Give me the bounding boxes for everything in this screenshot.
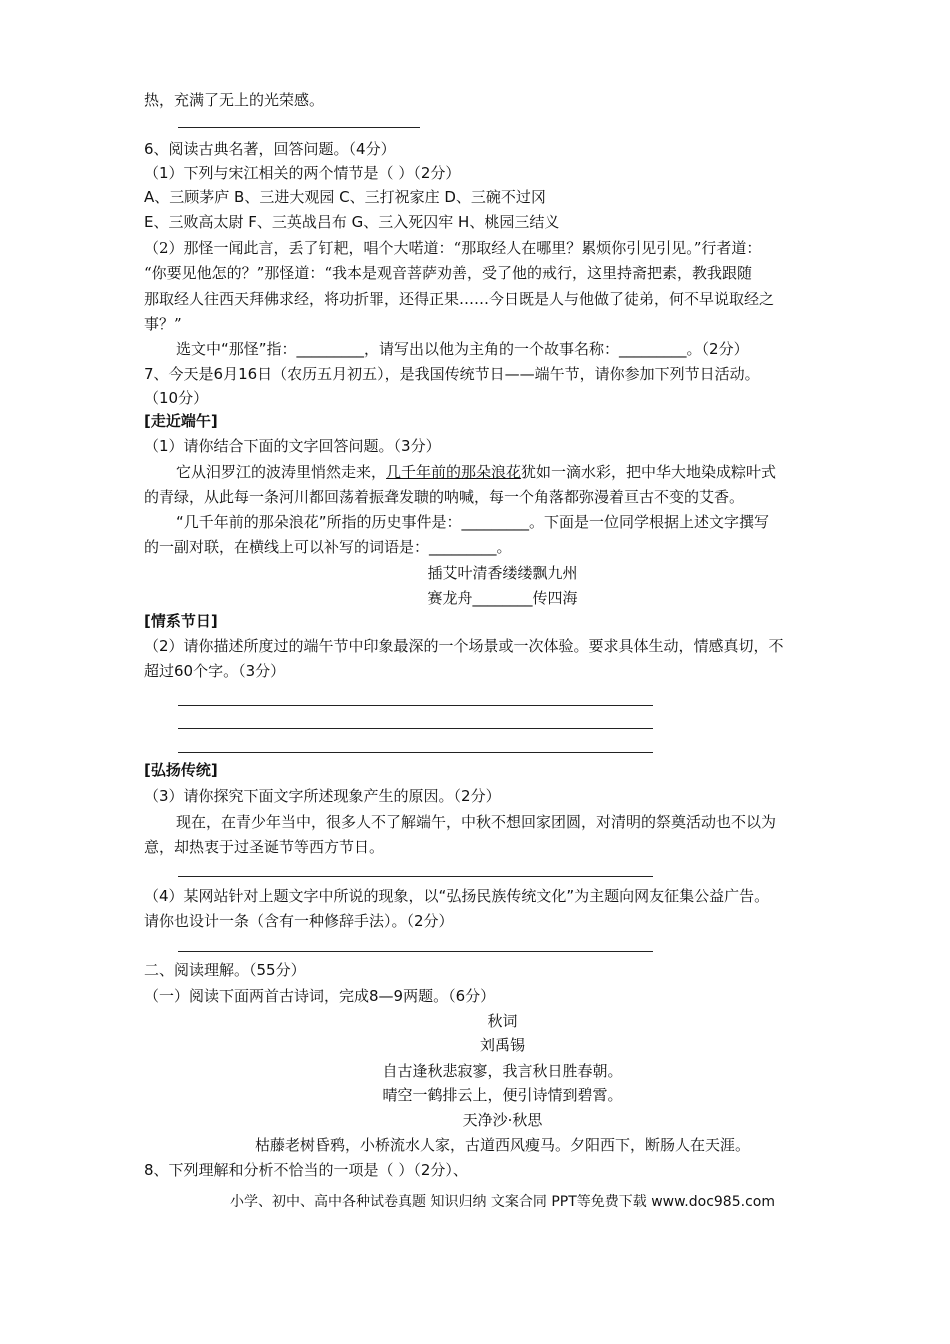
underlined-phrase: 几千年前的那朵浪花 (386, 463, 522, 481)
question-6-2-line: 那取经人往西天拜佛求经，将功折罪，还得正果……今日既是人与他做了徒弟，何不早说取经之 (144, 290, 775, 308)
passage-line (176, 462, 776, 482)
couplet-line: 插艾叶清香缕缕飘九州 (427, 564, 578, 582)
poem-line: 自古逢秋悲寂寥，我言秋日胜春朝。 (382, 1062, 623, 1080)
question-6-2-prompt: 选文中“那怪”指：_________，请写出以他为主角的一个故事名称：_________。（2分） (176, 340, 749, 358)
part-2-1-heading: （一）阅读下面两首古诗词，完成8—9两题。（6分） (144, 987, 496, 1005)
passage-line: “几千年前的那朵浪花”所指的历史事件是：_________。下面是一位同学根据上述文字撰写 (176, 513, 770, 531)
question-8: 8、下列理解和分析不恰当的一项是（ ）（2分）、 (144, 1161, 468, 1179)
question-7-3: （3）请你探究下面文字所述现象产生的原因。（2分） (144, 787, 501, 805)
text-line: 热，充满了无上的光荣感。 (144, 91, 325, 109)
answer-line (178, 728, 653, 729)
passage-line: 意，却热衷于过圣诞节等西方节日。 (144, 838, 385, 856)
poem-line: 晴空一鹤排云上，便引诗情到碧霄。 (382, 1086, 623, 1104)
question-6-options-1: A、三顾茅庐 B、三进大观园 C、三打祝家庄 D、三碗不过冈 (144, 188, 546, 206)
answer-line (178, 752, 653, 753)
question-7-2: （2）请你描述所度过的端午节中印象最深的一个场景或一次体验。要求具体生动，情感真切，不 (144, 637, 784, 655)
poem-title: 天净沙·秋思 (462, 1111, 543, 1129)
section-heading: [弘扬传统] (144, 761, 218, 779)
question-7-4: 请你也设计一条（含有一种修辞手法）。（2分） (144, 912, 454, 930)
section-heading: [情系节日] (144, 612, 218, 630)
passage-text: 它从汨罗江的波涛里悄然走来， (176, 463, 387, 481)
question-6-1: （1）下列与宋江相关的两个情节是（ ）（2分） (144, 164, 461, 182)
poem-author: 刘禹锡 (479, 1036, 525, 1054)
answer-line (178, 127, 420, 128)
poem-line: 枯藤老树昏鸦，小桥流水人家，古道西风瘦马。夕阳西下，断肠人在天涯。 (254, 1136, 750, 1154)
poem-title: 秋词 (487, 1012, 518, 1030)
question-7-2: 超过60个字。（3分） (144, 662, 286, 680)
answer-line (178, 876, 653, 877)
question-7-1: （1）请你结合下面的文字回答问题。（3分） (144, 437, 441, 455)
question-7-points: （10分） (144, 389, 209, 407)
question-6-2-line: “你要见他怎的？”那怪道：“我本是观音菩萨劝善，受了他的戒行，这里持斋把素，教我跟随 (144, 264, 753, 282)
question-7-heading: 7、今天是6月16日（农历五月初五），是我国传统节日——端午节，请你参加下列节日活动。 (144, 365, 760, 383)
question-7-4: （4）某网站针对上题文字中所说的现象，以“弘扬民族传统文化”为主题向网友征集公益广告。 (144, 887, 770, 905)
section-heading: [走近端午] (144, 412, 218, 430)
passage-line: 的青绿，从此每一条河川都回荡着振聋发聩的呐喊，每一个角落都弥漫着亘古不变的艾香。 (144, 488, 745, 506)
couplet-line: 赛龙舟________传四海 (427, 589, 578, 607)
page-footer: 小学、初中、高中各种试卷真题 知识归纳 文案合同 PPT等免费下载 www.doc985.com (230, 1194, 775, 1210)
passage-line: 现在，在青少年当中，很多人不了解端午，中秋不想回家团圆，对清明的祭奠活动也不以为 (176, 813, 777, 831)
question-6-heading: 6、阅读古典名著，回答问题。（4分） (144, 140, 396, 158)
passage-line: 的一副对联，在横线上可以补写的词语是：_________。 (144, 538, 512, 556)
question-6-2-line: （2）那怪一闻此言，丢了钉耙，唱个大喏道：“那取经人在哪里？累烦你引见引见。”行者道： (144, 239, 762, 257)
question-6-options-2: E、三败高太尉 F、三英战吕布 G、三入死囚牢 H、桃园三结义 (144, 213, 560, 231)
answer-line (178, 705, 653, 706)
answer-line (178, 951, 653, 952)
passage-text: 犹如一滴水彩，把中华大地染成粽叶式 (521, 463, 777, 481)
part-2-heading: 二、阅读理解。（55分） (144, 961, 306, 979)
question-6-2-line: 事？” (144, 315, 182, 333)
